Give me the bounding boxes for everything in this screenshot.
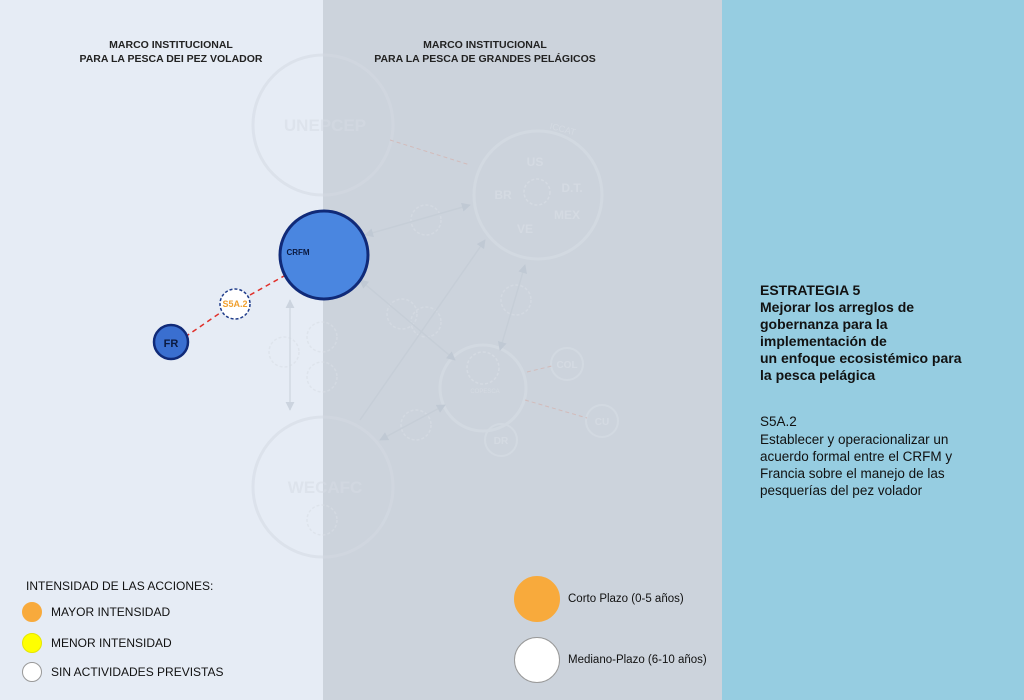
iccat-inner-dashed-circle <box>524 179 550 205</box>
iccat-label: ICCAT <box>548 120 577 138</box>
strategy-description-line: un enfoque ecosistémico para <box>760 350 962 366</box>
dt-label: D.T. <box>561 181 583 195</box>
wecafc-label: WECAFC <box>287 478 363 497</box>
col-label: COL <box>556 360 578 371</box>
fr-label: FR <box>163 338 179 350</box>
faded-action-circle <box>307 505 337 535</box>
faded-action-circle <box>269 337 299 367</box>
left-column-title-line2: PARA LA PESCA DEI PEZ VOLADOR <box>79 53 263 65</box>
iccat-circle <box>474 131 602 259</box>
ve-label: VE <box>516 222 534 236</box>
crfm-label: CRFM <box>286 248 310 257</box>
copesca-label: COPESCA <box>470 389 500 395</box>
unepcep-label: UNEPCEP <box>283 116 367 135</box>
legend-item-mayor <box>22 601 170 623</box>
cu-label: CU <box>594 417 610 428</box>
mex-label: MEX <box>553 208 581 222</box>
yellow-dot-icon <box>22 633 42 653</box>
legend-item-sin <box>22 661 224 683</box>
faded-connector <box>365 205 470 235</box>
s5a2-crfm-link <box>250 276 284 295</box>
middle-column-title-line1: MARCO INSTITUCIONAL <box>423 39 547 51</box>
term-medium-label: Mediano-Plazo (6-10 años) <box>568 654 707 666</box>
legend-title: INTENSIDAD DE LAS ACCIONES: <box>26 579 214 593</box>
fr-s5a2-link <box>185 313 220 337</box>
action-description: Establecer y operacionalizar un acuerdo formal entre el CRFM y Francia sobre el manejo de las pesquerías del pez volador <box>760 432 953 498</box>
br-label: BR <box>494 188 512 202</box>
strategy-description-line: Mejorar los arreglos de <box>760 299 915 315</box>
faded-connector <box>527 366 552 372</box>
legend-label: SIN ACTIVIDADES PREVISTAS <box>51 665 224 679</box>
strategy-title: ESTRATEGIA 5 <box>760 282 861 298</box>
legend-label: MAYOR INTENSIDAD <box>51 605 171 619</box>
us-label: US <box>526 155 544 169</box>
copesca-inner-dashed-circle <box>467 352 499 384</box>
legend-label: MENOR INTENSIDAD <box>51 636 172 650</box>
term-short <box>514 576 684 622</box>
faded-action-circle <box>307 322 337 352</box>
orange-dot-icon <box>22 602 42 622</box>
faded-connector <box>525 400 587 418</box>
faded-connector <box>360 240 485 420</box>
left-column-title-line1: MARCO INSTITUCIONAL <box>109 39 233 51</box>
middle-column-title-line2: PARA LA PESCA DE GRANDES PELÁGICOS <box>374 53 596 65</box>
faded-action-circle <box>411 307 441 337</box>
faded-connector <box>500 265 525 350</box>
term-medium <box>514 637 707 683</box>
legend-item-menor <box>22 632 172 654</box>
orange-circle-icon <box>514 576 560 622</box>
white-dot-icon <box>22 662 42 682</box>
action-code: S5A.2 <box>760 414 797 429</box>
dr-label: DR <box>493 436 509 447</box>
s5a2-node-label: S5A.2 <box>222 299 248 309</box>
white-circle-icon <box>514 637 560 683</box>
faded-action-circle <box>501 285 531 315</box>
faded-connector <box>390 140 470 165</box>
term-short-label: Corto Plazo (0-5 años) <box>568 593 684 605</box>
strategy-description-line: la pesca pelágica <box>760 367 876 383</box>
strategy-block <box>760 282 1010 384</box>
strategy-description-line: implementación de <box>760 333 887 349</box>
strategy-description-line: gobernanza para la <box>760 316 888 332</box>
faded-action-circle <box>307 362 337 392</box>
